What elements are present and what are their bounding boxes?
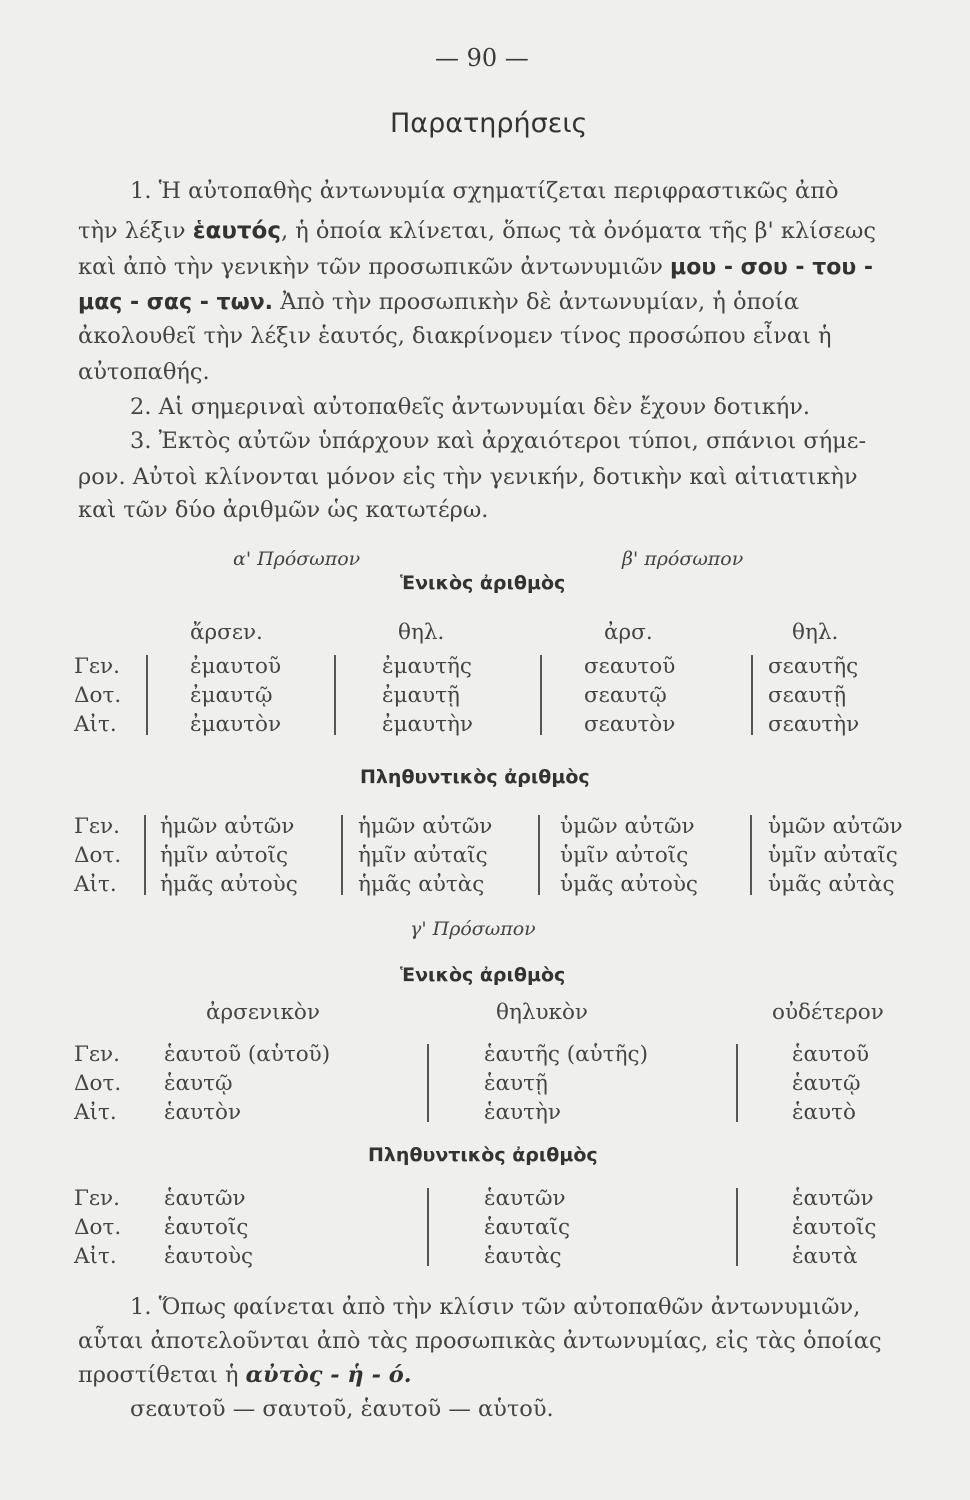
first-person-label: α' Πρόσωπον (233, 548, 361, 570)
table-cell: ἐμαυτὸν (190, 712, 282, 737)
column-divider (341, 815, 343, 895)
paragraph-line (78, 254, 873, 280)
column-header: ἀρσενικὸν (206, 1000, 320, 1025)
table-cell: ἑαυτὸν (164, 1100, 242, 1125)
paragraph-line: καὶ τῶν δύο ἀριθμῶν ὡς κατωτέρω. (78, 497, 489, 523)
column-header: θηλ. (792, 620, 839, 645)
table-cell: ἐμαυτῷ (190, 683, 273, 708)
footnote-line (78, 1362, 412, 1388)
table-cell: ἡμᾶς αὐτὰς (358, 872, 485, 897)
table-cell: ἑαυτὴν (484, 1100, 561, 1125)
column-divider (736, 1044, 738, 1122)
case-label: Δοτ. (74, 843, 122, 868)
table-cell: ἑαυτοὺς (164, 1244, 254, 1269)
column-divider (146, 655, 148, 735)
footnote-line: σεαυτοῦ — σαυτοῦ, ἑαυτοῦ — αὑτοῦ. (130, 1396, 554, 1422)
case-label: Αἰτ. (74, 712, 117, 737)
emphasis-word: αὐτὸς - ἡ - ό. (245, 1362, 412, 1388)
table-cell: ὑμῖν αὐταῖς (768, 843, 898, 868)
table-cell: ἐμαυτῇ (382, 683, 460, 708)
column-divider (751, 655, 753, 735)
case-label: Δοτ. (74, 1215, 122, 1240)
text-run: προστίθεται ἡ (78, 1362, 246, 1388)
column-divider (538, 815, 540, 895)
table-cell: ἑαυτῷ (164, 1071, 233, 1096)
table-cell: ἑαυτῶν (792, 1186, 874, 1211)
emphasis-word: μου - σου - του - (670, 255, 873, 280)
table-cell: ἑαυτὸ (792, 1100, 856, 1125)
column-divider (427, 1044, 429, 1122)
case-label: Γεν. (74, 814, 120, 839)
table-cell: ἐμαυτὴν (382, 712, 473, 737)
column-header: ἄρσεν. (190, 620, 263, 645)
paragraph-2: 2. Αἱ σημεριναὶ αὐτοπαθεῖς ἀντωνυμίαι δὲν ἔχουν δοτικήν. (130, 394, 811, 420)
column-divider (334, 655, 336, 735)
text-run: Ἀπὸ τὴν προσωπικὴν δὲ ἀντωνυμίαν, ἡ ὁποία (273, 289, 799, 315)
case-label: Αἰτ. (74, 1244, 117, 1269)
table-cell: ὑμᾶς αὐτὰς (768, 872, 895, 897)
column-divider (736, 1188, 738, 1266)
case-label: Δοτ. (74, 683, 122, 708)
table-cell: ἑαυτὰ (792, 1244, 858, 1269)
table-cell: ἡμῶν αὐτῶν (358, 814, 493, 839)
text-run: καὶ ἀπὸ τὴν γενικὴν τῶν προσωπικῶν ἀντωνυμιῶν (78, 254, 671, 280)
plural-heading: Πληθυντικὸς ἀριθμὸς (368, 1144, 598, 1166)
table-cell: ἐμαυτοῦ (190, 654, 282, 679)
third-person-label: γ' Πρόσωπον (410, 918, 536, 940)
footnote-line: 1. Ὅπως φαίνεται ἀπὸ τὴν κλίσιν τῶν αὐτοπαθῶν ἀντωνυμιῶν, (130, 1294, 861, 1320)
table-cell: ἡμῖν αὐτοῖς (160, 843, 289, 868)
column-divider (144, 815, 146, 895)
table-cell: σεαυτῆς (768, 654, 859, 679)
table-cell: ὑμῖν αὐτοῖς (560, 843, 689, 868)
paragraph-line (78, 218, 876, 244)
case-label: Γεν. (74, 1186, 120, 1211)
emphasis-word: ἑαυτός (192, 218, 281, 244)
singular-heading: Ἑνικὸς ἀριθμὸς (400, 964, 566, 986)
column-divider (540, 655, 542, 735)
page-title: Παρατηρήσεις (390, 108, 588, 139)
paragraph-line (78, 289, 799, 315)
paragraph-line: 1. Ἡ αὐτοπαθὴς ἀντωνυμία σχηματίζεται περιφραστικῶς ἀπὸ (130, 178, 839, 204)
case-label: Δοτ. (74, 1071, 122, 1096)
emphasis-word: μας - σας - των. (78, 290, 274, 315)
case-label: Γεν. (74, 654, 120, 679)
column-divider (427, 1188, 429, 1266)
table-cell: ἑαυταῖς (484, 1215, 571, 1240)
text-run: , ἡ ὁποία κλίνεται, ὅπως τὰ ὀνόματα τῆς β' κλίσεως (280, 218, 876, 244)
column-header: θηλ. (398, 620, 445, 645)
table-cell: ἑαυτοῦ (αὑτοῦ) (164, 1042, 331, 1067)
table-cell: ἑαυτῇ (484, 1071, 548, 1096)
column-divider (750, 815, 752, 895)
footnote-line: αὗται ἀποτελοῦνται ἀπὸ τὰς προσωπικὰς ἀντωνυμίας, εἰς τὰς ὁποίας (78, 1328, 882, 1354)
page-number: — 90 — (435, 44, 529, 72)
table-cell: ἑαυτῷ (792, 1071, 861, 1096)
column-header: οὐδέτερον (772, 1000, 884, 1025)
table-cell: σεαυτῇ (768, 683, 847, 708)
case-label: Αἰτ. (74, 872, 117, 897)
paragraph-line: ρον. Αὐτοὶ κλίνονται μόνον εἰς τὴν γενικήν, δοτικὴν καὶ αἰτιατικὴν (78, 464, 858, 490)
table-cell: σεαυτὴν (768, 712, 860, 737)
table-cell: σεαυτοῦ (584, 654, 676, 679)
table-cell: ἑαυτοῦ (792, 1042, 870, 1067)
table-cell: ἡμᾶς αὐτοὺς (160, 872, 298, 897)
plural-heading: Πληθυντικὸς ἀριθμὸς (360, 766, 590, 788)
singular-heading: Ἑνικὸς ἀριθμὸς (400, 572, 566, 594)
case-label: Γεν. (74, 1042, 120, 1067)
table-cell: ἑαυτοῖς (792, 1215, 877, 1240)
table-cell: ἑαυτῆς (αὑτῆς) (484, 1042, 648, 1067)
table-cell: ἑαυτῶν (164, 1186, 246, 1211)
text-run: τὴν λέξιν (78, 218, 193, 244)
second-person-label: β' πρόσωπον (622, 548, 744, 570)
table-cell: ἡμῶν αὐτῶν (160, 814, 295, 839)
column-header: ἀρσ. (604, 620, 653, 645)
paragraph-line: ἀκολουθεῖ τὴν λέξιν ἑαυτός, διακρίνομεν τίνος προσώπου εἶναι ἡ (78, 323, 832, 349)
column-header: θηλυκὸν (496, 1000, 588, 1025)
table-cell: σεαυτῷ (584, 683, 667, 708)
table-cell: ὑμῶν αὐτῶν (768, 814, 903, 839)
paragraph-line: αὐτοπαθής. (78, 359, 210, 385)
table-cell: ἐμαυτῆς (382, 654, 472, 679)
table-cell: ὑμᾶς αὐτοὺς (560, 872, 698, 897)
paragraph-line: 3. Ἐκτὸς αὐτῶν ὑπάρχουν καὶ ἀρχαιότεροι τύποι, σπάνιοι σήμε- (130, 428, 867, 454)
table-cell: ἑαυτὰς (484, 1244, 562, 1269)
table-cell: ἡμῖν αὐταῖς (358, 843, 488, 868)
table-cell: ἑαυτοῖς (164, 1215, 249, 1240)
table-cell: ὑμῶν αὐτῶν (560, 814, 695, 839)
table-cell: σεαυτὸν (584, 712, 676, 737)
table-cell: ἑαυτῶν (484, 1186, 566, 1211)
case-label: Αἰτ. (74, 1100, 117, 1125)
